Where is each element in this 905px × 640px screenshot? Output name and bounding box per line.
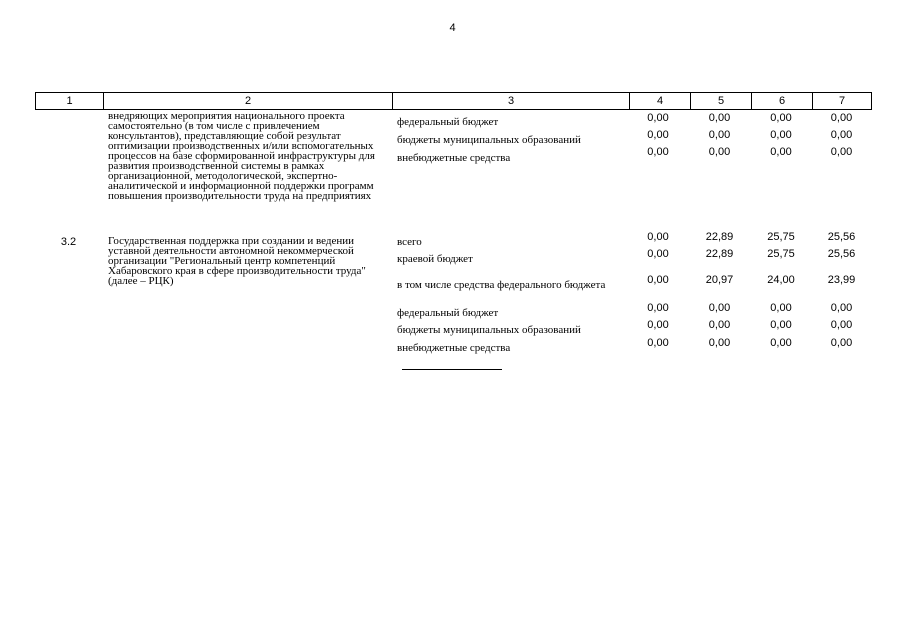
header-cell-7: 7	[812, 93, 871, 109]
block2-value: 25,75	[767, 248, 795, 260]
block2-value: 22,89	[705, 231, 734, 243]
block2-value: 20,97	[705, 274, 734, 286]
page-number: 4	[449, 22, 456, 34]
block1-value: 0,00	[770, 112, 792, 124]
block2-value: 25,56	[827, 248, 856, 260]
table-header-row	[35, 92, 872, 110]
header-cell-5: 5	[690, 93, 751, 109]
block2-value: 0,00	[647, 274, 669, 286]
block2-value: 25,75	[767, 231, 795, 243]
block1-value: 0,00	[647, 129, 669, 141]
row-number: 3.2	[60, 236, 77, 248]
block2-value: 24,00	[767, 274, 795, 286]
header-cell-6: 6	[751, 93, 812, 109]
block1-value: 0,00	[830, 146, 853, 158]
block2-source-5: бюджеты муниципальных образований	[397, 324, 581, 336]
block1-source-3: внебюджетные средства	[397, 152, 511, 164]
block1-value: 0,00	[708, 129, 731, 141]
header-cell-2: 2	[103, 93, 392, 109]
block2-value: 23,99	[827, 274, 856, 286]
block1-value: 0,00	[830, 112, 853, 124]
block2-value: 0,00	[770, 319, 792, 331]
block1-value: 0,00	[708, 112, 731, 124]
block2-value: 0,00	[708, 319, 731, 331]
block2-value: 0,00	[830, 337, 853, 349]
block1-description: внедряющих мероприятия национального проекта самостоятельно (в том числе с привлечением консультантов), представляющие собой результат оптимизации производственных и/или вспомогательных процессов на базе сформированной инфраструктуры для развития производственной системы в рамках организационной, методологической, экспертно-аналитической и информационной поддержки программ повышения производительности труда на предприятиях	[108, 110, 375, 202]
block1-value: 0,00	[647, 146, 669, 158]
block2-value: 22,89	[705, 248, 734, 260]
block2-value: 25,56	[827, 231, 856, 243]
block2-source-1: всего	[397, 236, 422, 248]
block2-value: 0,00	[647, 337, 669, 349]
block1-value: 0,00	[708, 146, 731, 158]
header-cell-3: 3	[392, 93, 629, 109]
block2-value: 0,00	[830, 319, 853, 331]
block1-source-2: бюджеты муниципальных образований	[397, 134, 581, 146]
block2-value: 0,00	[770, 337, 792, 349]
block2-value: 0,00	[647, 231, 669, 243]
block2-value: 0,00	[708, 337, 731, 349]
block1-value: 0,00	[770, 146, 792, 158]
block2-value: 0,00	[647, 319, 669, 331]
header-cell-4: 4	[629, 93, 690, 109]
block2-value: 0,00	[647, 248, 669, 260]
end-of-table-line	[402, 369, 502, 370]
header-cell-1: 1	[66, 95, 73, 107]
block1-value: 0,00	[647, 112, 669, 124]
block2-value: 0,00	[708, 302, 731, 314]
block2-value: 0,00	[830, 302, 853, 314]
block1-source-1: федеральный бюджет	[397, 116, 499, 128]
block2-value: 0,00	[770, 302, 792, 314]
block1-value: 0,00	[770, 129, 792, 141]
block2-description: Государственная поддержка при создании и ведении уставной деятельности автономной некоммерческой организации "Региональный центр компетенций Хабаровского края в сфере производительности труда" (далее – РЦК)	[108, 235, 366, 287]
block2-source-3: в том числе средства федерального бюджета	[397, 279, 606, 291]
block2-source-4: федеральный бюджет	[397, 307, 499, 319]
block1-value: 0,00	[830, 129, 853, 141]
block2-source-2: краевой бюджет	[397, 253, 473, 265]
block2-value: 0,00	[647, 302, 669, 314]
block2-source-6: внебюджетные средства	[397, 342, 511, 354]
